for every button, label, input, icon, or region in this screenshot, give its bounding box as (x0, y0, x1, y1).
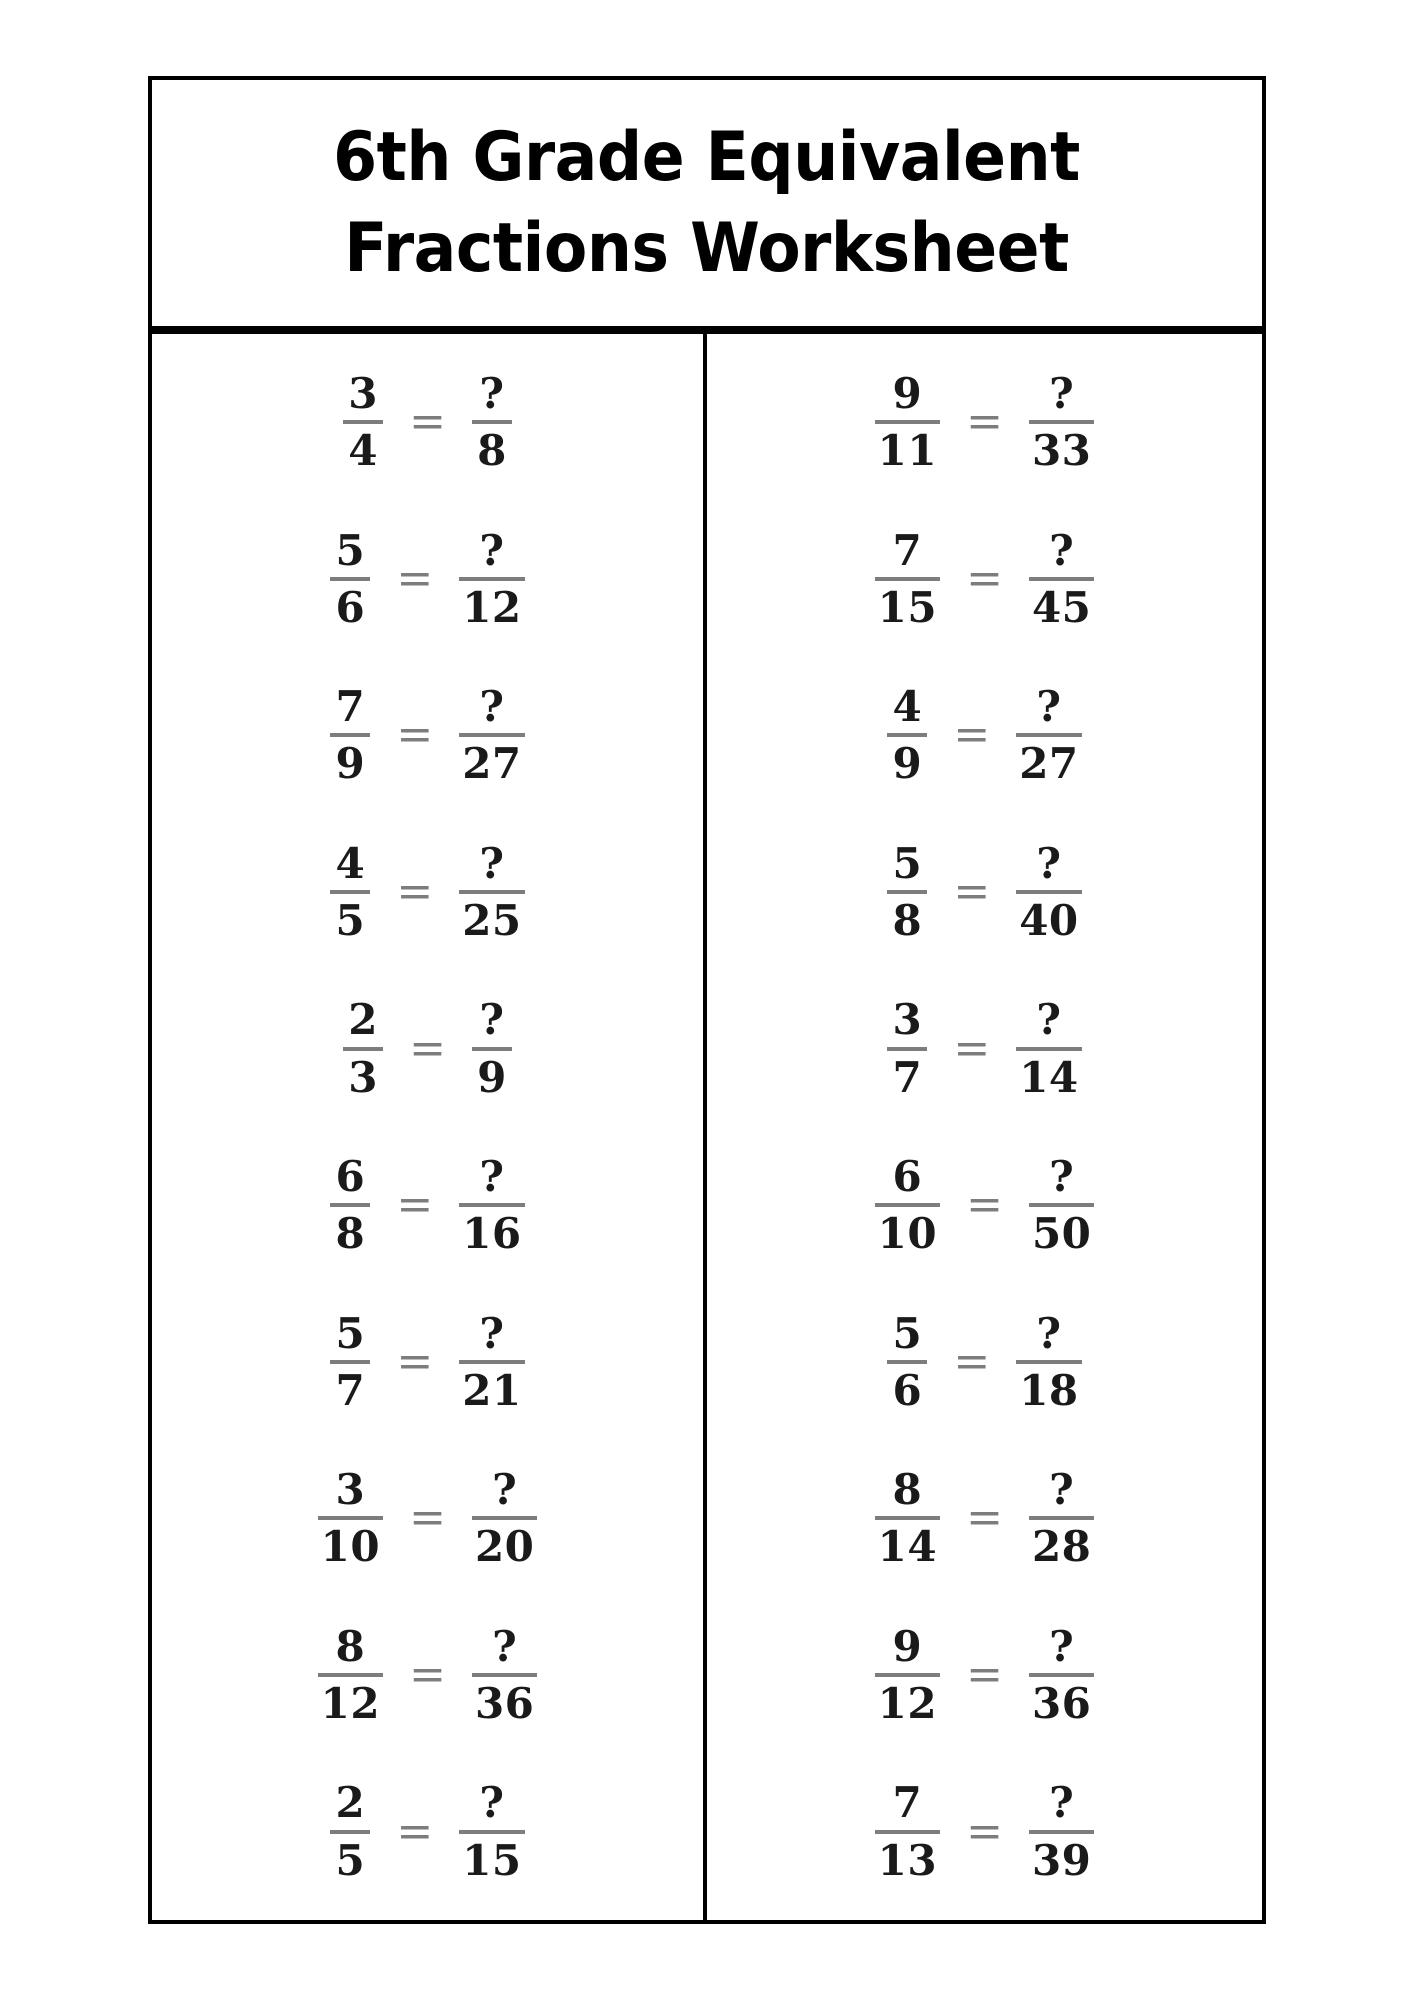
given-denominator: 5 (335, 1835, 366, 1885)
fraction (472, 1467, 537, 1570)
given-numerator: 6 (892, 1151, 923, 1201)
fraction (887, 1308, 927, 1415)
fraction-bar (1029, 1830, 1094, 1834)
fraction-bar (875, 1673, 940, 1677)
fraction-bar (887, 733, 927, 737)
answer-denominator: 36 (1031, 1679, 1092, 1729)
fraction-problem-row (330, 661, 524, 809)
fraction-problem-row (343, 348, 512, 496)
fraction (1029, 525, 1094, 632)
fraction (875, 1621, 940, 1729)
answer-blank: ? (1049, 525, 1075, 575)
equals-sign: = (409, 1022, 446, 1074)
answer-denominator: 20 (474, 1522, 535, 1572)
given-denominator: 10 (877, 1209, 938, 1259)
given-numerator: 7 (892, 1778, 923, 1828)
given-numerator: 3 (335, 1465, 366, 1515)
fraction (459, 1151, 524, 1259)
equals-sign: = (966, 1805, 1003, 1857)
answer-blank: ? (479, 1778, 505, 1828)
fraction-problem-row (318, 1601, 538, 1749)
fraction-bar (472, 1047, 512, 1051)
fraction (472, 997, 512, 1100)
fraction-bar (343, 420, 383, 424)
fraction-problem-row (887, 975, 1081, 1123)
answer-blank: ? (1036, 1308, 1062, 1358)
fraction-problem-row (887, 818, 1081, 966)
fraction-bar (459, 1360, 524, 1364)
fraction (1029, 1151, 1094, 1259)
given-numerator: 2 (335, 1778, 366, 1828)
fraction-bar (472, 420, 512, 424)
fraction-bar (887, 890, 927, 894)
fraction-bar (1029, 1203, 1094, 1207)
fraction-problem-row (875, 1131, 1095, 1279)
answer-denominator: 36 (474, 1679, 535, 1729)
fraction (1029, 1780, 1094, 1883)
fraction-bar (1016, 1047, 1081, 1051)
fraction (1029, 1621, 1094, 1729)
equals-sign: = (966, 396, 1003, 448)
given-numerator: 2 (348, 995, 378, 1045)
fraction (343, 368, 383, 476)
fraction (472, 368, 512, 476)
problems-grid (148, 330, 1266, 1924)
given-denominator: 12 (320, 1679, 381, 1729)
given-numerator: 7 (892, 525, 923, 575)
equals-sign: = (953, 1022, 991, 1074)
fraction (330, 1780, 370, 1883)
given-numerator: 9 (892, 1621, 923, 1671)
answer-denominator: 27 (1019, 739, 1079, 789)
given-numerator: 4 (892, 682, 923, 732)
given-denominator: 8 (335, 1209, 366, 1259)
fraction-bar (887, 1047, 927, 1051)
equals-sign: = (396, 1179, 434, 1231)
answer-denominator: 25 (462, 896, 522, 946)
fraction-problem-row (887, 661, 1081, 809)
fraction-bar (472, 1673, 537, 1677)
answer-denominator: 39 (1031, 1835, 1092, 1885)
fraction-problem-row (875, 1601, 1095, 1749)
fraction (459, 684, 524, 787)
fraction (459, 1308, 524, 1415)
fraction-bar (330, 1830, 370, 1834)
given-denominator: 3 (348, 1052, 378, 1102)
fraction (875, 1467, 940, 1570)
fraction-bar (459, 577, 524, 581)
fraction (875, 1780, 940, 1883)
fraction-problem-row (330, 818, 524, 966)
given-numerator: 5 (335, 1308, 366, 1358)
fraction-bar (1029, 577, 1094, 581)
fraction (1029, 368, 1094, 476)
fraction (330, 838, 370, 946)
given-numerator: 3 (892, 995, 923, 1045)
given-numerator: 3 (348, 368, 378, 418)
fraction-bar (330, 1360, 370, 1364)
given-denominator: 15 (877, 582, 938, 632)
equals-sign: = (409, 1492, 446, 1544)
fraction-bar (875, 1203, 940, 1207)
answer-blank: ? (1036, 995, 1062, 1045)
fraction-bar (1029, 1673, 1094, 1677)
fraction-bar (472, 1516, 537, 1520)
fraction-bar (1016, 733, 1081, 737)
answer-blank: ? (479, 838, 505, 888)
fraction-bar (1016, 1360, 1081, 1364)
problems-column-right (707, 334, 1262, 1920)
fraction-problem-row (330, 1758, 524, 1906)
equals-sign: = (953, 709, 991, 761)
fraction (330, 1308, 370, 1415)
answer-denominator: 18 (1019, 1365, 1079, 1415)
answer-denominator: 9 (477, 1052, 507, 1102)
fraction-bar (887, 1360, 927, 1364)
answer-blank: ? (1049, 1778, 1075, 1828)
fraction (318, 1621, 383, 1729)
given-numerator: 5 (892, 838, 923, 888)
fraction-bar (318, 1516, 383, 1520)
given-denominator: 9 (335, 739, 366, 789)
given-denominator: 6 (335, 582, 366, 632)
fraction-problem-row (875, 505, 1095, 653)
fraction-bar (875, 1516, 940, 1520)
fraction-bar (343, 1047, 383, 1051)
title-box (148, 76, 1266, 330)
fraction (459, 838, 524, 946)
fraction-bar (875, 577, 940, 581)
answer-blank: ? (479, 525, 505, 575)
fraction (875, 368, 940, 476)
answer-blank: ? (1036, 838, 1062, 888)
fraction (887, 997, 927, 1100)
fraction-bar (459, 1203, 524, 1207)
fraction-bar (459, 733, 524, 737)
given-numerator: 8 (892, 1465, 923, 1515)
fraction-problem-row (875, 1444, 1095, 1592)
given-denominator: 6 (892, 1365, 923, 1415)
fraction-bar (1029, 420, 1094, 424)
fraction (330, 525, 370, 632)
fraction (330, 684, 370, 787)
answer-blank: ? (492, 1621, 518, 1671)
fraction-bar (330, 890, 370, 894)
equals-sign: = (966, 1492, 1003, 1544)
equals-sign: = (966, 1179, 1003, 1231)
answer-denominator: 27 (462, 739, 522, 789)
equals-sign: = (966, 552, 1003, 604)
given-denominator: 7 (892, 1052, 923, 1102)
answer-blank: ? (1036, 682, 1062, 732)
fraction (1016, 684, 1081, 787)
equals-sign: = (409, 396, 446, 448)
given-denominator: 4 (348, 426, 378, 476)
answer-blank: ? (1049, 368, 1075, 418)
given-numerator: 7 (335, 682, 366, 732)
fraction (459, 525, 524, 632)
fraction (875, 1151, 940, 1259)
answer-blank: ? (492, 1465, 518, 1515)
equals-sign: = (396, 1805, 434, 1857)
fraction-bar (1029, 1516, 1094, 1520)
page-title-line-1: 6th Grade Equivalent (333, 117, 1081, 197)
answer-denominator: 21 (462, 1365, 522, 1415)
given-numerator: 4 (335, 838, 366, 888)
fraction (887, 838, 927, 946)
fraction-bar (459, 890, 524, 894)
equals-sign: = (396, 709, 434, 761)
answer-denominator: 12 (462, 582, 522, 632)
fraction (318, 1467, 383, 1570)
answer-denominator: 16 (462, 1209, 522, 1259)
fraction-bar (318, 1673, 383, 1677)
equals-sign: = (966, 1649, 1003, 1701)
fraction (472, 1621, 537, 1729)
equals-sign: = (396, 1335, 434, 1387)
fraction (875, 525, 940, 632)
fraction (343, 997, 383, 1100)
fraction-bar (330, 577, 370, 581)
equals-sign: = (396, 552, 434, 604)
fraction (1016, 838, 1081, 946)
answer-denominator: 15 (462, 1835, 522, 1885)
answer-blank: ? (479, 1151, 505, 1201)
given-denominator: 11 (877, 426, 938, 476)
answer-denominator: 40 (1019, 896, 1079, 946)
fraction-problem-row (330, 1131, 524, 1279)
fraction (330, 1151, 370, 1259)
given-denominator: 10 (320, 1522, 381, 1572)
answer-blank: ? (1049, 1465, 1075, 1515)
given-denominator: 7 (335, 1365, 366, 1415)
given-denominator: 12 (877, 1679, 938, 1729)
answer-blank: ? (479, 995, 505, 1045)
equals-sign: = (953, 866, 991, 918)
fraction-bar (875, 1830, 940, 1834)
fraction (1016, 1308, 1081, 1415)
equals-sign: = (409, 1649, 446, 1701)
answer-blank: ? (479, 1308, 505, 1358)
answer-blank: ? (1049, 1151, 1075, 1201)
given-denominator: 8 (892, 896, 923, 946)
fraction-problem-row (343, 975, 512, 1123)
fraction-bar (459, 1830, 524, 1834)
answer-denominator: 33 (1031, 426, 1092, 476)
fraction-bar (330, 1203, 370, 1207)
answer-denominator: 45 (1031, 582, 1092, 632)
given-denominator: 5 (335, 896, 366, 946)
fraction-problem-row (887, 1288, 1081, 1436)
answer-denominator: 28 (1031, 1522, 1092, 1572)
given-denominator: 14 (877, 1522, 938, 1572)
answer-blank: ? (479, 368, 505, 418)
given-numerator: 5 (335, 525, 366, 575)
answer-blank: ? (479, 682, 505, 732)
given-numerator: 5 (892, 1308, 923, 1358)
given-denominator: 9 (892, 739, 923, 789)
fraction (887, 684, 927, 787)
given-denominator: 13 (877, 1835, 938, 1885)
fraction-bar (1016, 890, 1081, 894)
fraction-problem-row (875, 348, 1095, 496)
given-numerator: 6 (335, 1151, 366, 1201)
given-numerator: 8 (335, 1621, 366, 1671)
problems-column-left (152, 334, 707, 1920)
given-numerator: 9 (892, 368, 923, 418)
fraction (1016, 997, 1081, 1100)
page-title-line-2: Fractions Worksheet (344, 209, 1070, 288)
fraction-problem-row (318, 1444, 538, 1592)
fraction (1029, 1467, 1094, 1570)
fraction-problem-row (330, 1288, 524, 1436)
equals-sign: = (396, 866, 434, 918)
answer-denominator: 8 (477, 426, 507, 476)
answer-blank: ? (1049, 1621, 1075, 1671)
fraction-problem-row (875, 1758, 1095, 1906)
answer-denominator: 50 (1031, 1209, 1092, 1259)
equals-sign: = (953, 1335, 991, 1387)
fraction-bar (875, 420, 940, 424)
fraction (459, 1780, 524, 1883)
fraction-problem-row (330, 505, 524, 653)
fraction-bar (330, 733, 370, 737)
answer-denominator: 14 (1019, 1052, 1079, 1102)
